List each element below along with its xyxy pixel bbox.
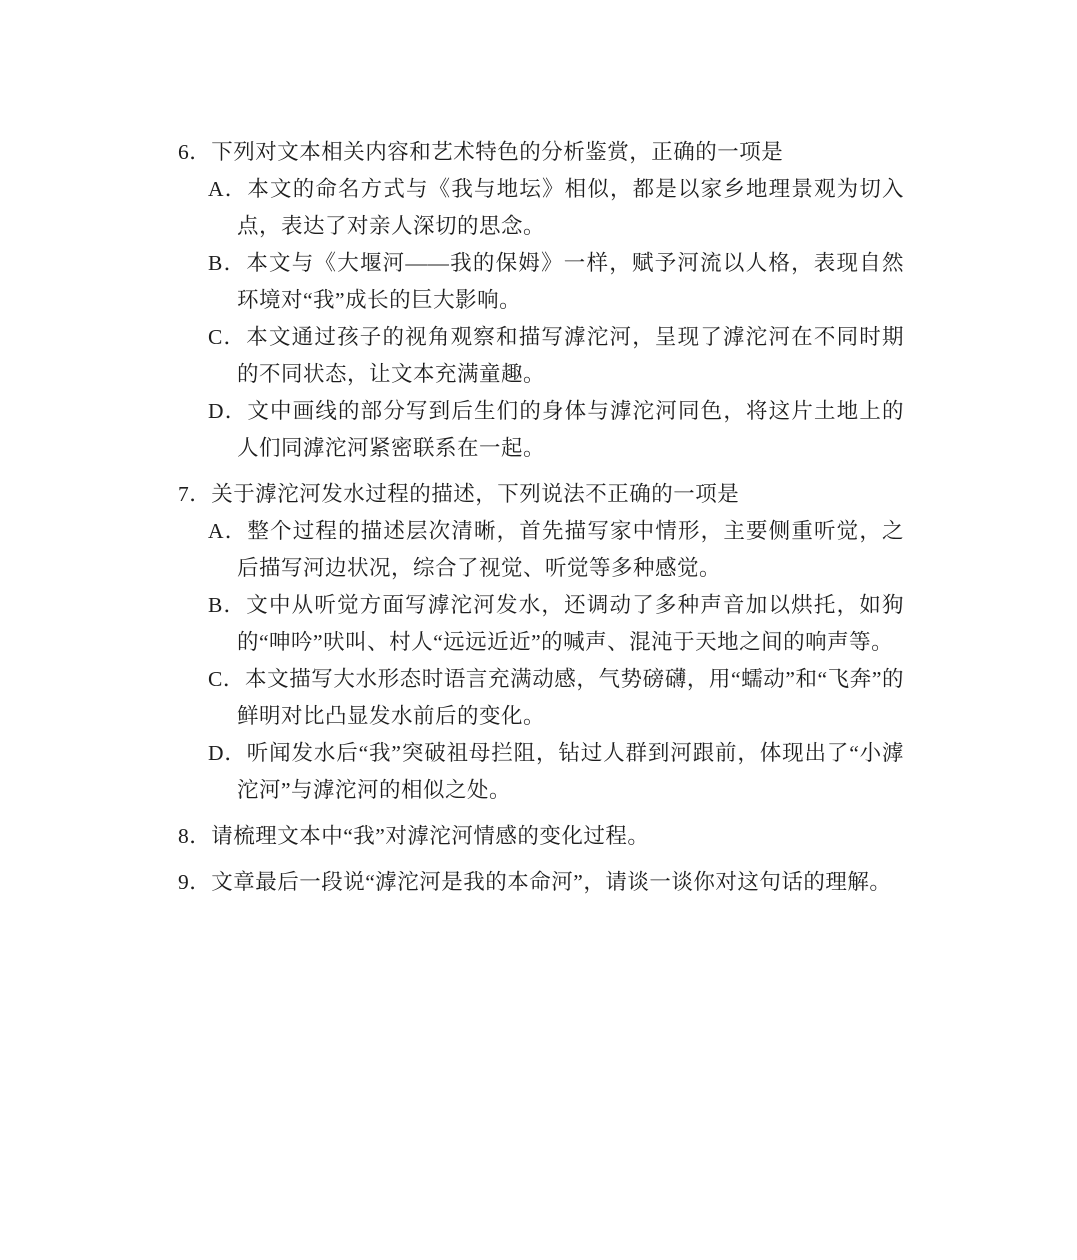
question-section [178, 134, 904, 901]
option-b [208, 587, 904, 661]
question-stem [178, 818, 904, 855]
question-8 [178, 818, 904, 855]
question-stem-text: 下列对文本相关内容和艺术特色的分析鉴赏，正确的一项是 [211, 140, 784, 164]
question-number: 7． [178, 482, 212, 506]
option-text: 文中从听觉方面写滹沱河发水，还调动了多种声音加以烘托，如狗的“呻吟”吠叫、村人“远远近近”的喊声、混沌于天地之间的响声等。 [237, 593, 904, 654]
option-b [208, 245, 904, 319]
question-6 [178, 134, 904, 467]
question-stem-text: 关于滹沱河发水过程的描述，下列说法不正确的一项是 [211, 482, 740, 506]
option-text: 听闻发水后“我”突破祖母拦阻，钻过人群到河跟前，体现出了“小滹沱河”与滹沱河的相似之处。 [237, 741, 905, 802]
option-d [208, 735, 905, 809]
option-text: 整个过程的描述层次清晰，首先描写家中情形，主要侧重听觉，之后描写河边状况，综合了视觉、听觉等多种感觉。 [237, 519, 904, 580]
option-d [208, 393, 904, 467]
option-a [208, 513, 904, 587]
question-9 [178, 864, 904, 901]
option-a [208, 171, 904, 245]
question-stem [178, 864, 904, 901]
question-stem-text: 请梳理文本中“我”对滹沱河情感的变化过程。 [211, 824, 650, 848]
option-text: 本文通过孩子的视角观察和描写滹沱河，呈现了滹沱河在不同时期的不同状态，让文本充满童趣。 [237, 325, 904, 386]
question-stem [178, 134, 904, 171]
question-number: 9． [178, 870, 212, 894]
option-label: B． [208, 593, 247, 617]
question-stem-text: 文章最后一段说“滹沱河是我的本命河”，请谈一谈你对这句话的理解。 [211, 870, 892, 894]
option-label: A． [208, 519, 248, 543]
question-number: 6． [178, 140, 212, 164]
question-number: 8． [178, 824, 212, 848]
option-label: A． [208, 177, 248, 201]
option-label: B． [208, 251, 247, 275]
option-label: C． [208, 667, 246, 691]
option-c [208, 319, 904, 393]
question-7 [178, 476, 904, 809]
option-c [208, 661, 904, 735]
option-label: D． [208, 399, 248, 423]
option-text: 文中画线的部分写到后生们的身体与滹沱河同色，将这片土地上的人们同滹沱河紧密联系在一起。 [237, 399, 904, 460]
option-text: 本文与《大堰河——我的保姆》一样，赋予河流以人格，表现自然环境对“我”成长的巨大影响。 [237, 251, 904, 312]
option-label: C． [208, 325, 247, 349]
question-stem [178, 476, 904, 513]
option-text: 本文的命名方式与《我与地坛》相似，都是以家乡地理景观为切入点，表达了对亲人深切的思念。 [237, 177, 904, 238]
option-label: D． [208, 741, 247, 765]
option-text: 本文描写大水形态时语言充满动感，气势磅礴，用“蠕动”和“飞奔”的鲜明对比凸显发水前后的变化。 [237, 667, 904, 728]
